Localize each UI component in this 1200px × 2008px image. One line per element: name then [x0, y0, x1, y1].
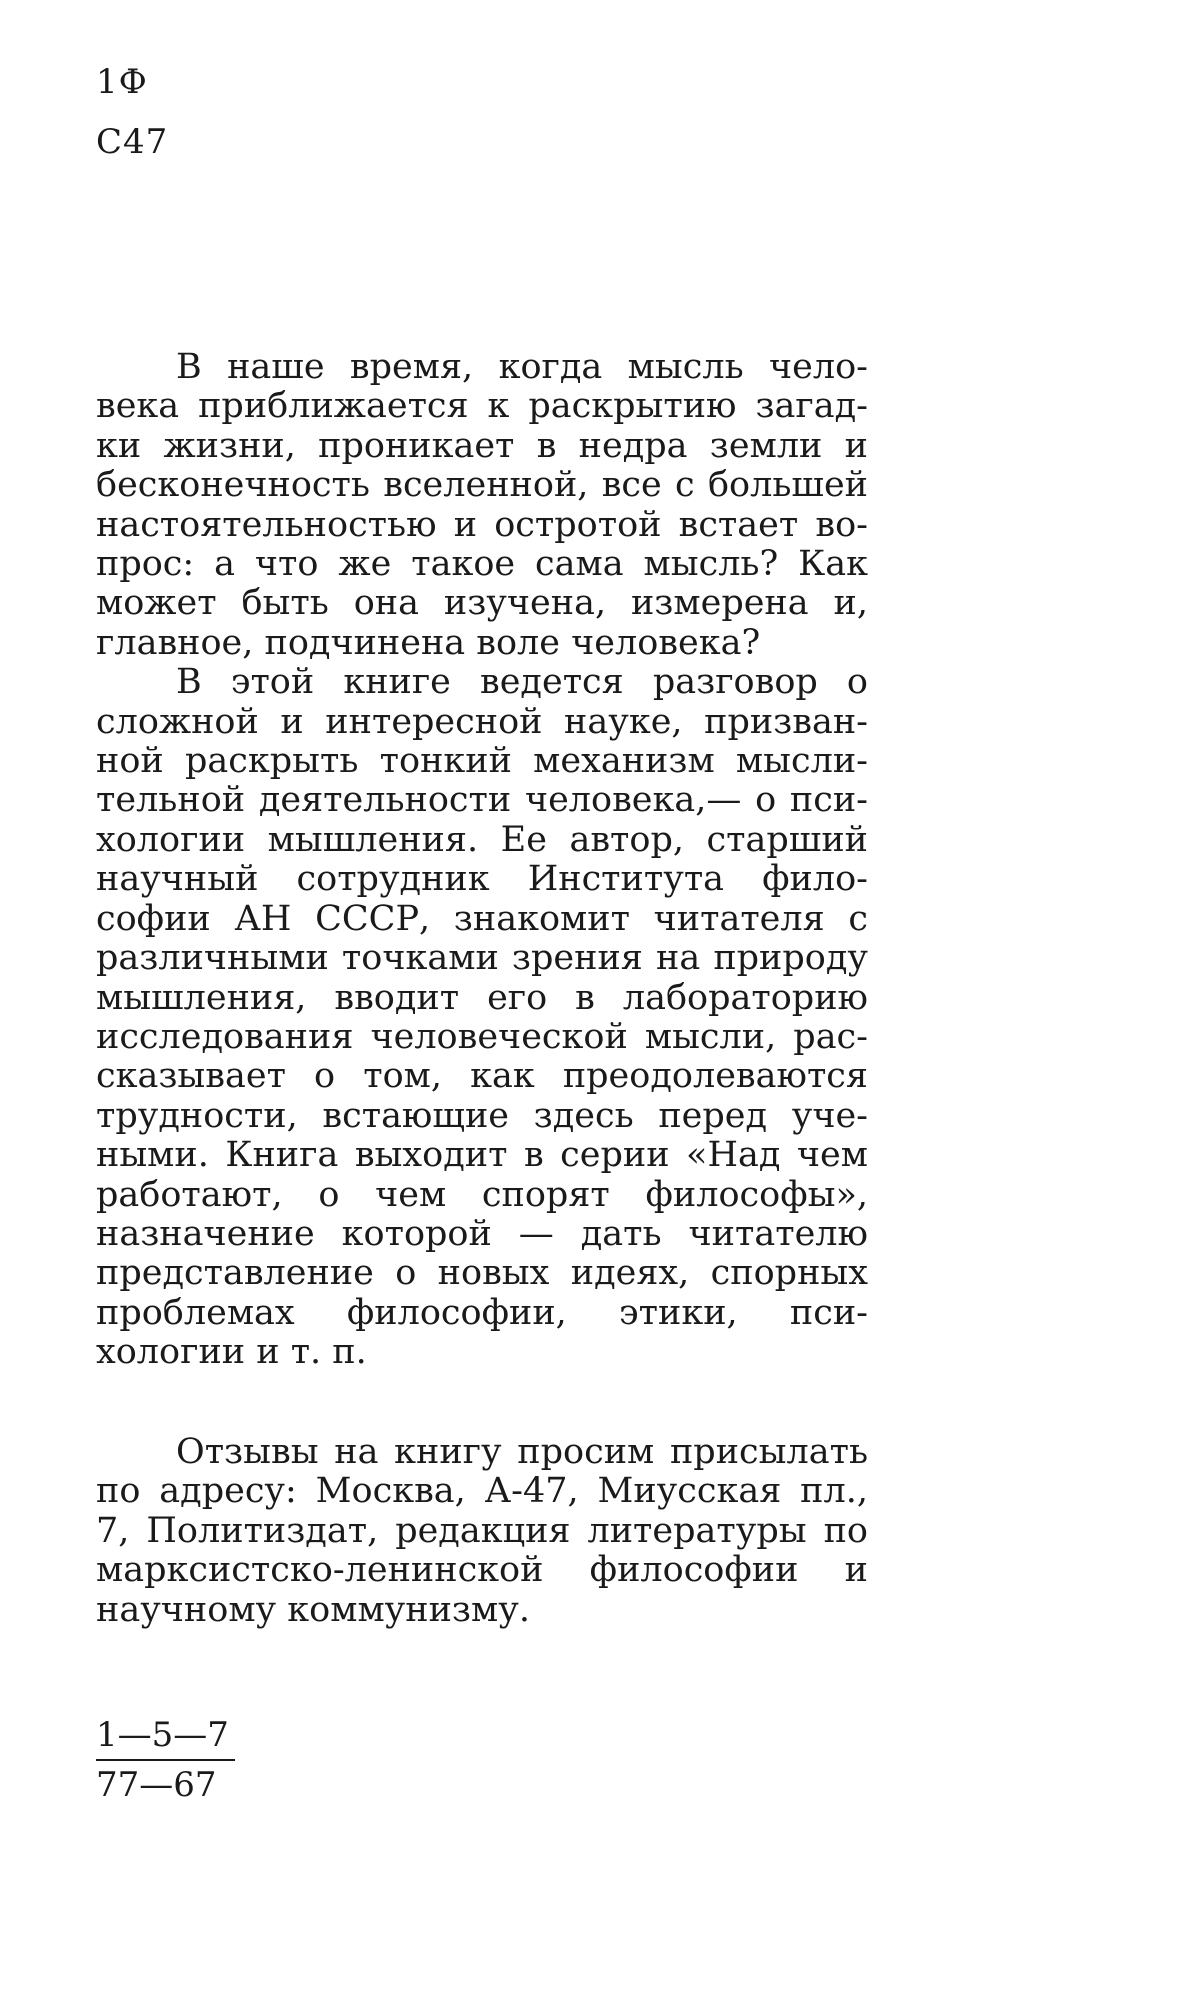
feedback-notice	[96, 1433, 868, 1630]
annotation-text	[96, 348, 868, 1373]
annotation-paragraph-1: В наше время, когда мысль человека приближается к раскрытию загадки жизни, проникает в недра земли и бесконечность вселенной, все с большей настоятельностью и остротой встает вопрос: а что же такое сама мысль? Как может быть она изучена, измерена и, главное, подчинена воле человека?	[96, 347, 868, 663]
classification-index: 1Ф	[96, 62, 148, 102]
feedback-paragraph: Отзывы на книгу просим присылать по адресу: Москва, А-47, Миусская пл., 7, Политиздат, редакция литературы по марксистско-ленинской философии и научному коммунизму.	[96, 1432, 868, 1630]
annotation-paragraph-2: В этой книге ведется разговор о сложной и интересной науке, призванной раскрыть тонкий механизм мыслительной деятельности человека,— о психологии мышления. Ее автор, старший научный сотрудник Института философии АН СССР, знакомит читателя с различными точками зрения на природу мышления, вводит его в лабораторию исследования человеческой мысли, рассказывает о том, как преодолеваются трудности, встающие здесь перед учеными. Книга выходит в серии «Над чем работают, о чем спорят философы», назначение которой — дать читателю представление о новых идеях, спорных проблемах философии, этики, психологии и т. п.	[96, 662, 868, 1373]
author-mark: С47	[96, 122, 169, 162]
publisher-code-numerator: 1—5—7	[96, 1715, 235, 1761]
publisher-code-denominator: 77—67	[96, 1765, 217, 1805]
publisher-code-fraction	[96, 1715, 235, 1805]
